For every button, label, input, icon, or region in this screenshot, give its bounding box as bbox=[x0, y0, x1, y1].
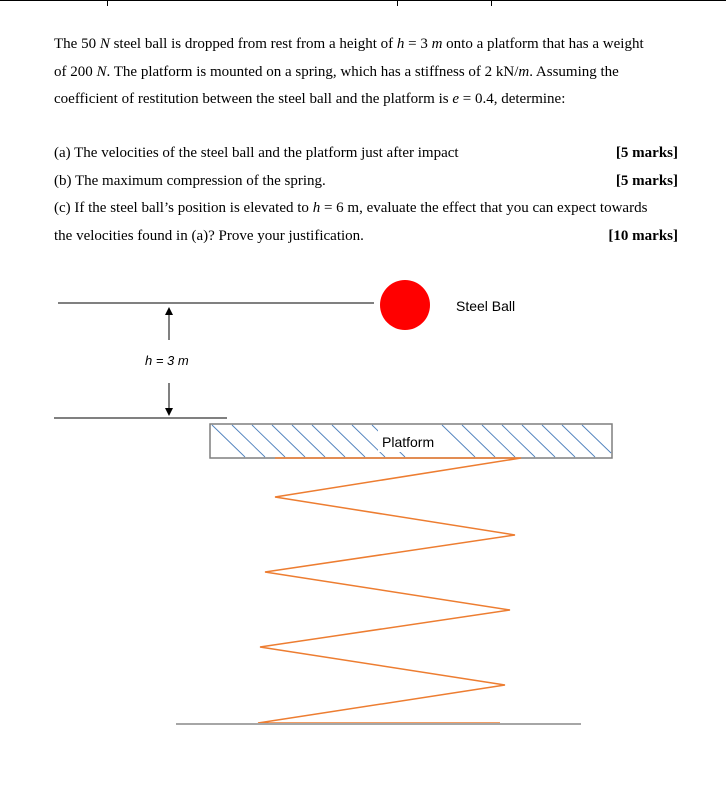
platform-label: Platform bbox=[382, 434, 435, 450]
steel-ball bbox=[380, 280, 430, 330]
steel-ball-label: Steel Ball bbox=[456, 298, 516, 314]
question-b-text: (b) The maximum compression of the spring. bbox=[54, 172, 326, 189]
question-b-marks: [5 marks] bbox=[615, 172, 678, 189]
height-label: h = 3 m bbox=[145, 353, 189, 368]
question-c: (c) If the steel ball’s position is elevated to h = 6 m, evaluate the effect that you can expect towards bbox=[54, 200, 648, 216]
question-c-text: the velocities found in (a)? Prove your justification. bbox=[54, 227, 364, 244]
spring bbox=[258, 458, 521, 723]
problem-statement: The 50 N steel ball is dropped from rest from a height of h = 3 m onto a platform that has a weight of 200 N. The platform is mounted on a spring, which has a stiffness of 2 kN/m. Assuming the coefficient of restitution between the steel ball and the platform is e = 0.4, determine: bbox=[54, 36, 644, 107]
platform bbox=[210, 424, 612, 458]
question-c-marks: [10 marks] bbox=[608, 227, 678, 244]
question-a-marks: [5 marks] bbox=[615, 145, 678, 161]
question-a-text: (a) The velocities of the steel ball and the platform just after impact bbox=[54, 145, 459, 161]
